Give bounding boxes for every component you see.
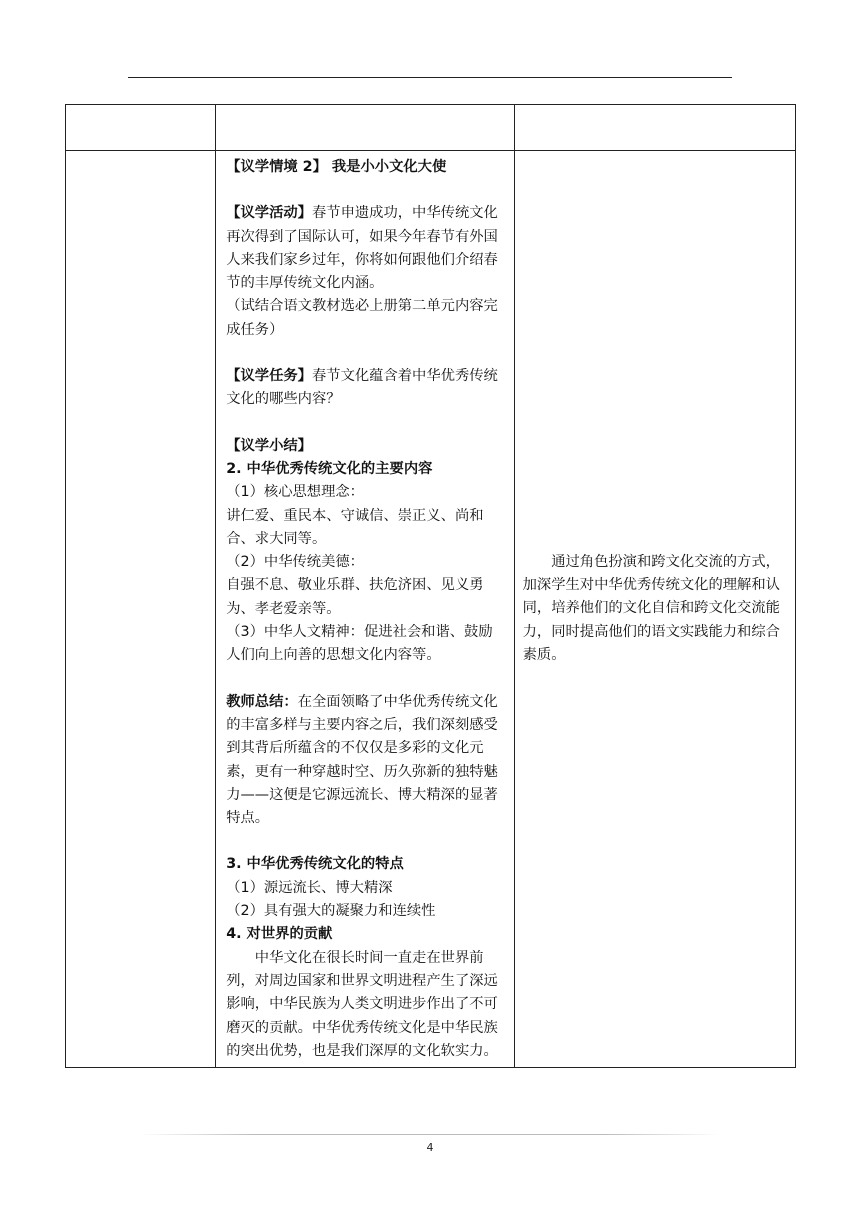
virtues-label: （2）中华传统美德： — [226, 554, 364, 571]
main-content-heading: 2. 中华优秀传统文化的主要内容 — [226, 460, 433, 477]
task-label: 【议学任务】 — [226, 368, 312, 385]
activity-cell — [216, 151, 514, 1068]
header-rule — [128, 77, 732, 78]
footer-divider — [140, 1134, 720, 1135]
table-header-row — [66, 105, 796, 151]
contribution-text: 中华文化在很长时间一直走在世界前列，对周边国家和世界文明进程产生了深远影响，中华民族为人类文明进步作出了不可磨灭的贡献。中华优秀传统文化是中华民族的突出优势，也是我们深厚的文化软实力。 — [226, 949, 498, 1059]
teacher-summary — [226, 691, 503, 831]
contribution-heading: 4. 对世界的贡献 — [226, 926, 333, 943]
header-cell-3 — [514, 105, 795, 151]
table-content-row — [66, 151, 796, 1068]
teacher-text: 在全面领略了中华优秀传统文化的丰富多样与主要内容之后，我们深刻感受到其背后所蕴含的不仅仅是多彩的文化元素，更有一种穿越时空、历久弥新的独特魅力——这便是它源远流长、博大精深的显著特点。 — [226, 693, 498, 827]
header-cell-1 — [66, 105, 216, 151]
left-empty-cell — [66, 151, 216, 1068]
humanistic-spirit-text: （3）中华人文精神：促进社会和谐、鼓励人们向上向善的思想文化内容等。 — [226, 624, 493, 664]
task-text: 春节文化蕴含着中华优秀传统文化的哪些内容？ — [226, 368, 498, 408]
features-heading: 3. 中华优秀传统文化的特点 — [226, 856, 404, 873]
activity-label: 【议学活动】 — [226, 205, 312, 222]
lesson-plan-table — [65, 104, 796, 1068]
feature-item-1: （1）源远流长、博大精深 — [226, 879, 393, 896]
page-number: 4 — [426, 1141, 434, 1154]
situation-title: 【议学情境 2】 我是小小文化大使 — [226, 159, 447, 175]
design-intent-cell — [514, 151, 795, 1068]
design-intent-text: 通过角色扮演和跨文化交流的方式，加深学生对中华优秀传统文化的理解和认同，培养他们的文化自信和跨文化交流能力，同时提高他们的语文实践能力和综合素质。 — [522, 553, 780, 663]
feature-item-2: （2）具有强大的凝聚力和连续性 — [226, 903, 436, 920]
activity-note: （试结合语文教材选必上册第二单元内容完成任务） — [226, 298, 498, 338]
summary-label: 【议学小结】 — [226, 437, 312, 454]
activity-paragraph — [226, 202, 503, 295]
header-cell-2 — [216, 105, 514, 151]
virtues-text: 自强不息、敬业乐群、扶危济困、见义勇为、孝老爱亲等。 — [226, 577, 484, 617]
core-ideas-label: （1）核心思想理念： — [226, 484, 364, 501]
task-paragraph — [226, 365, 503, 412]
core-ideas-text: 讲仁爱、重民本、守诚信、崇正义、尚和合、求大同等。 — [226, 507, 484, 547]
activity-text: 春节申遗成功，中华传统文化再次得到了国际认可，如果今年春节有外国人来我们家乡过年，你将如何跟他们介绍春节的丰厚传统文化内涵。 — [226, 205, 498, 292]
teacher-label: 教师总结： — [226, 693, 298, 710]
